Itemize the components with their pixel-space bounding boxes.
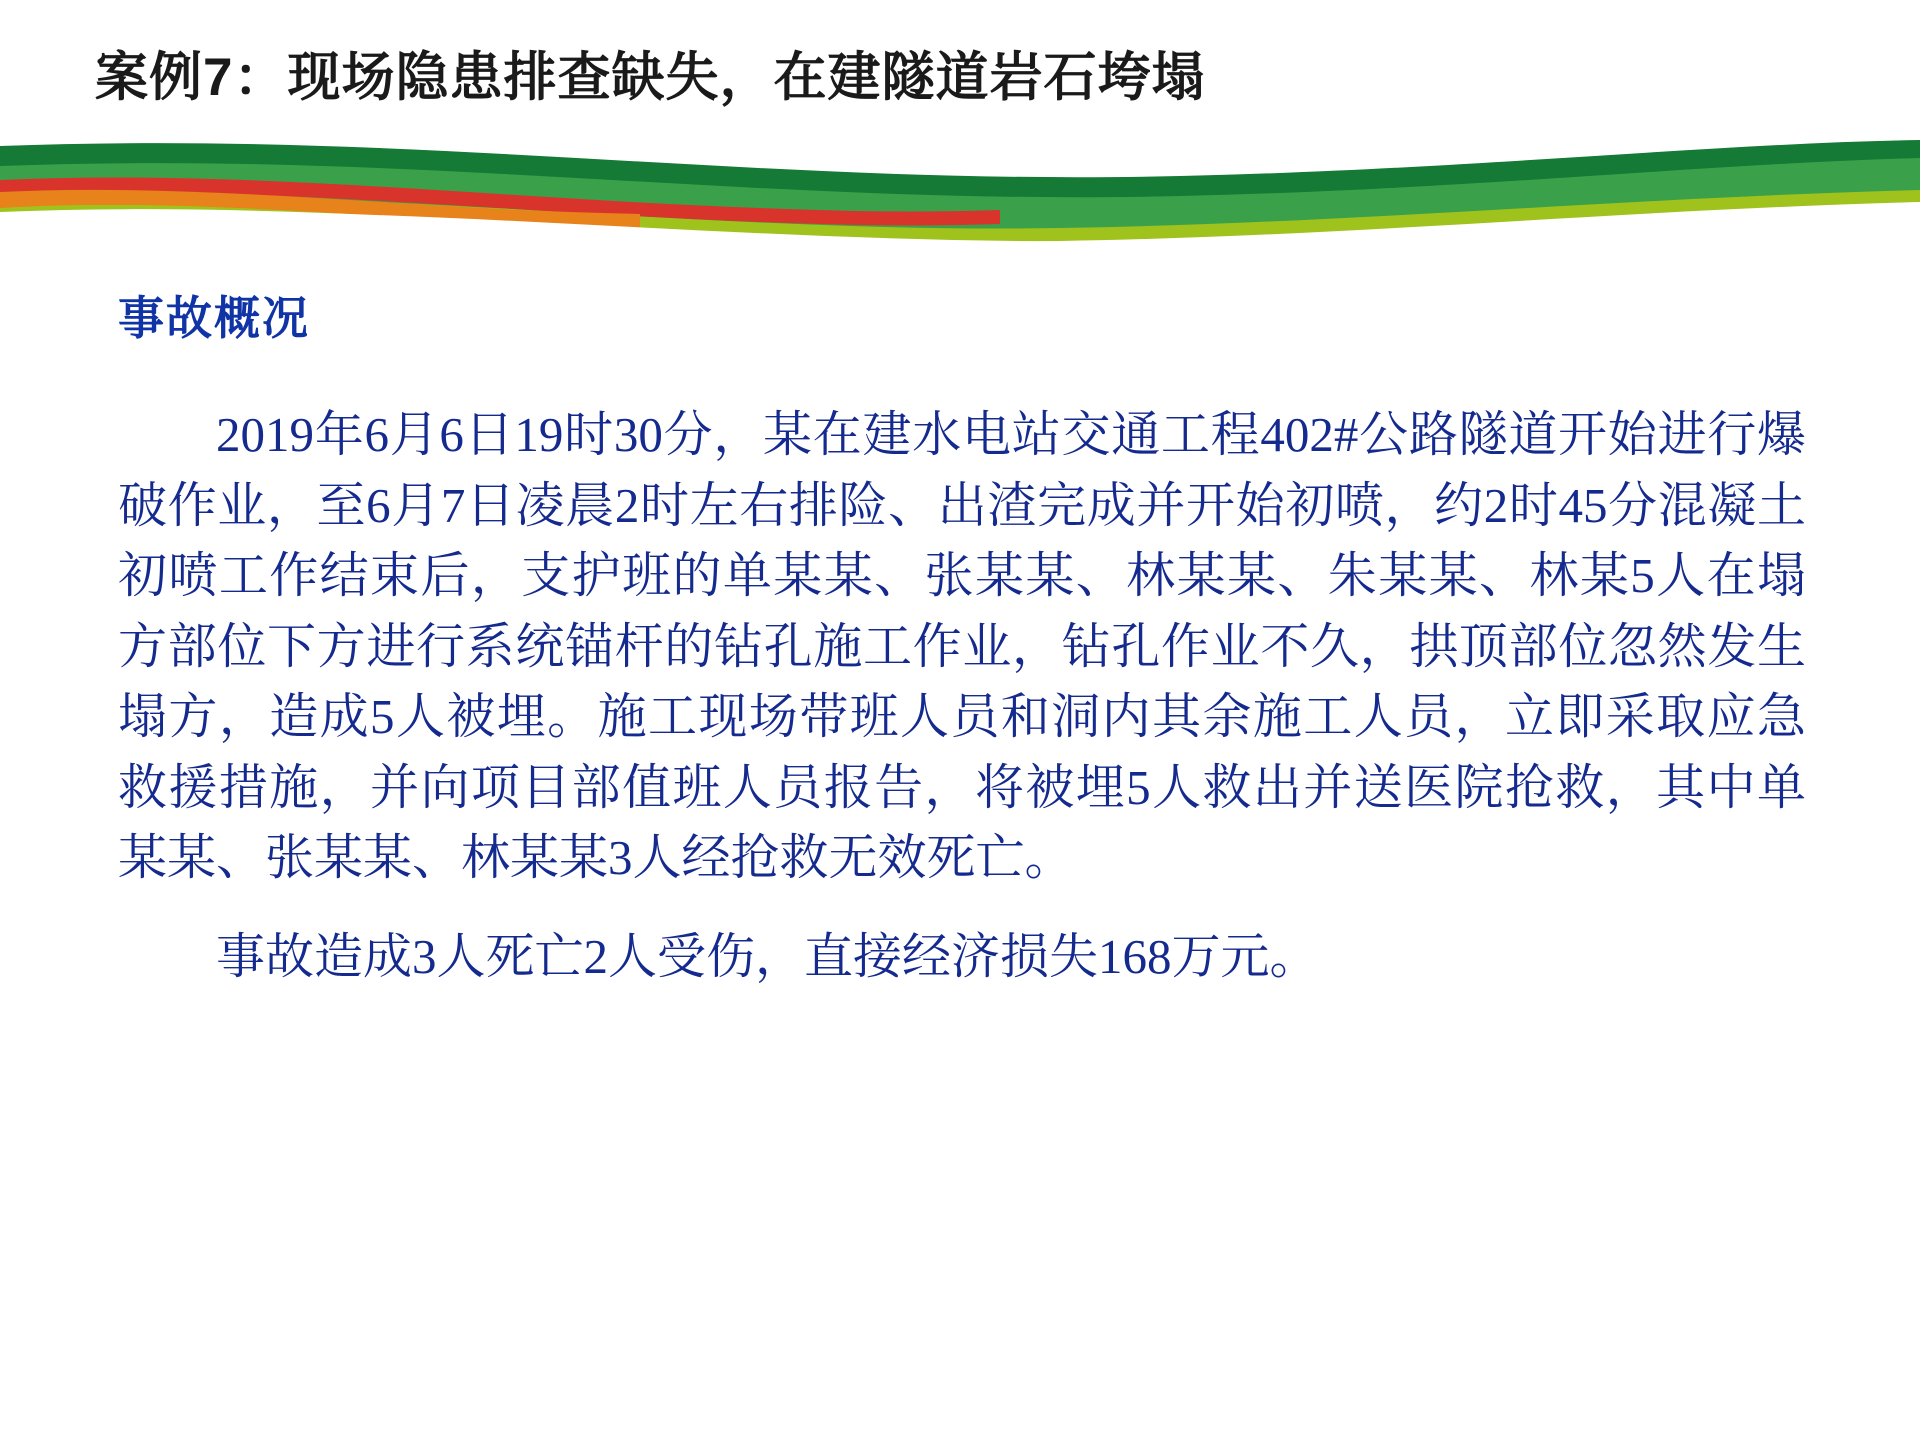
- decorative-wave-band: [0, 140, 1920, 250]
- paragraph-2: 事故造成3人死亡2人受伤，直接经济损失168万元。: [216, 928, 1319, 984]
- body-content: [118, 400, 1806, 992]
- paragraph-1: 2019年6月6日19时30分，某在建水电站交通工程402#公路隧道开始进行爆破作业，至6月7日凌晨2时左右排险、出渣完成并开始初喷，约2时45分混凝土初喷工作结束后，支护班的单某某、张某某、林某某、朱某某、林某5人在塌方部位下方进行系统锚杆的钻孔施工作业，钻孔作业不久，拱顶部位忽然发生塌方，造成5人被埋。施工现场带班人员和洞内其余施工人员，立即采取应急救援措施，并向项目部值班人员报告，将被埋5人救出并送医院抢救，其中单某某、张某某、林某某3人经抢救无效死亡。: [118, 407, 1806, 886]
- page-title: 案例7：现场隐患排查缺失，在建隧道岩石垮塌: [95, 48, 1206, 107]
- wave-graphic: [0, 140, 1920, 250]
- section-heading: 事故概况: [118, 292, 310, 344]
